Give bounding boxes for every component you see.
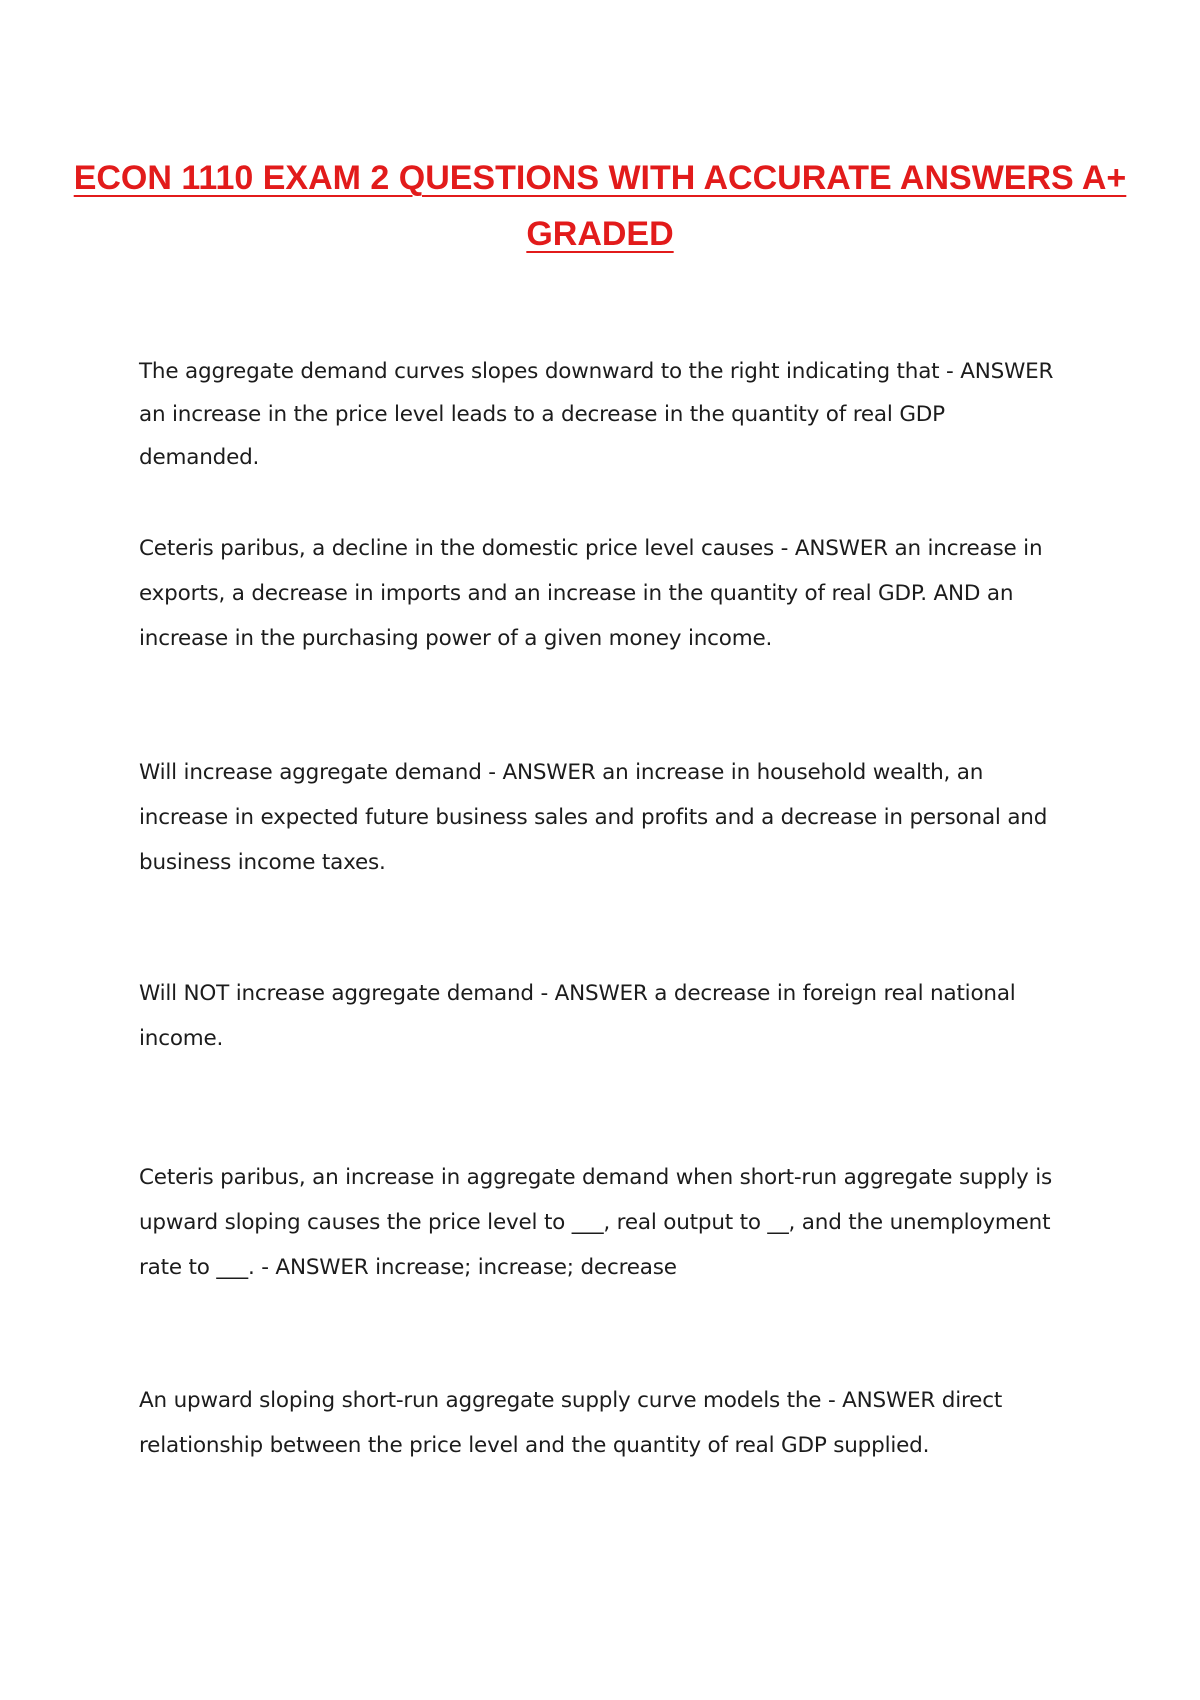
document-title [60,150,1140,262]
qa-item-5: Ceteris paribus, an increase in aggregate demand when short-run aggregate supply is upward sloping causes the price level to ___, real output to __, and the unemployment rate to ___. - ANSWER increase; increase; decrease [139,1165,1052,1280]
document-title-text: ECON 1110 EXAM 2 QUESTIONS WITH ACCURATE ANSWERS A+ GRADED [73,159,1127,253]
qa-item-3: Will increase aggregate demand - ANSWER an increase in household wealth, an increase in expected future business sales and profits and a decrease in personal and business income taxes. [139,760,1048,875]
qa-item-1: The aggregate demand curves slopes downward to the right indicating that - ANSWER an increase in the price level leads to a decrease in the quantity of real GDP demanded. [139,359,1054,470]
qa-item-6: An upward sloping short-run aggregate supply curve models the - ANSWER direct relationship between the price level and the quantity of real GDP supplied. [139,1388,1003,1458]
qa-item-4: Will NOT increase aggregate demand - ANSWER a decrease in foreign real national income. [139,981,1016,1051]
qa-item-2: Ceteris paribus, a decline in the domestic price level causes - ANSWER an increase in exports, a decrease in imports and an increase in the quantity of real GDP. AND an increase in the purchasing power of a given money income. [139,536,1043,651]
